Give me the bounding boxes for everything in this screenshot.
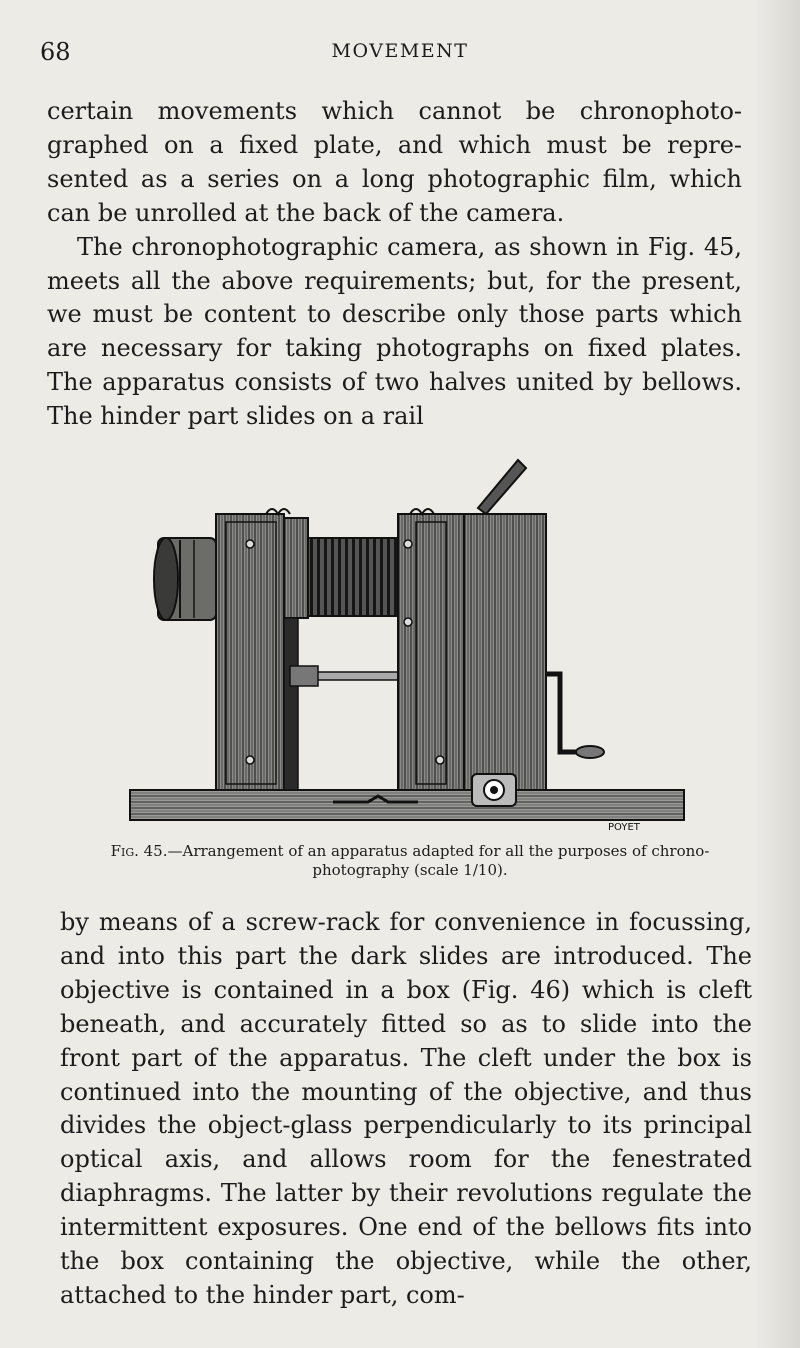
page-number: 68 [40,38,71,66]
page-header [40,38,760,68]
page-fold-shadow [755,0,800,1348]
caption-text: —Arrangement of an apparatus adapted for all the purposes of chronophotography (scale 1/10). [167,842,710,879]
engraver-signature: POYET [608,822,640,832]
figure-45-illustration [128,452,688,832]
base-rail [130,790,684,820]
crank-handle [546,674,598,752]
paragraph-camera-description: The chronophotographic camera, as shown in Fig. 45, meets all the above requirements; but, for the present, we must be content to describe only those parts which are necessary for taking photographs on fixed plates. The apparatus consists of two halves united by bellows. The hinder part slides on a rail [47,232,742,431]
paragraph-screw-rack: by means of a screw-rack for convenience in focussing, and into this part the dark slides are introduced. The objective is contained in a box (Fig. 46) which is cleft beneath, and accurately fitted so as to slide into the front part of the apparatus. The cleft under the box is continued into the mounting of the objective, and thus divides the object-glass perpendicularly to its principal optical axis, and allows room for the fenestrated diaphragms. The latter by their revolutions regulate the intermittent exposures. One end of the bellows fits into the box containing the objective, while the other, attached to the hinder part, com- [60,908,752,1309]
camera-engraving [128,452,688,832]
rear-body [464,514,546,790]
running-head: MOVEMENT [331,40,469,62]
rear-standard [398,514,464,790]
paragraph-continuation: certain movements which cannot be chronophotographed on a fixed plate, and which must be represented as a series on a long photographic film, which can be unrolled at the back of the camera. [47,97,742,227]
text-block-bottom [60,906,752,1313]
figure-caption [80,842,740,880]
bellows [308,538,406,616]
figure-label: Fig. 45. [110,842,168,860]
dark-slide-lever [478,460,526,514]
lens-front [154,538,178,620]
text-block-top [47,95,742,434]
